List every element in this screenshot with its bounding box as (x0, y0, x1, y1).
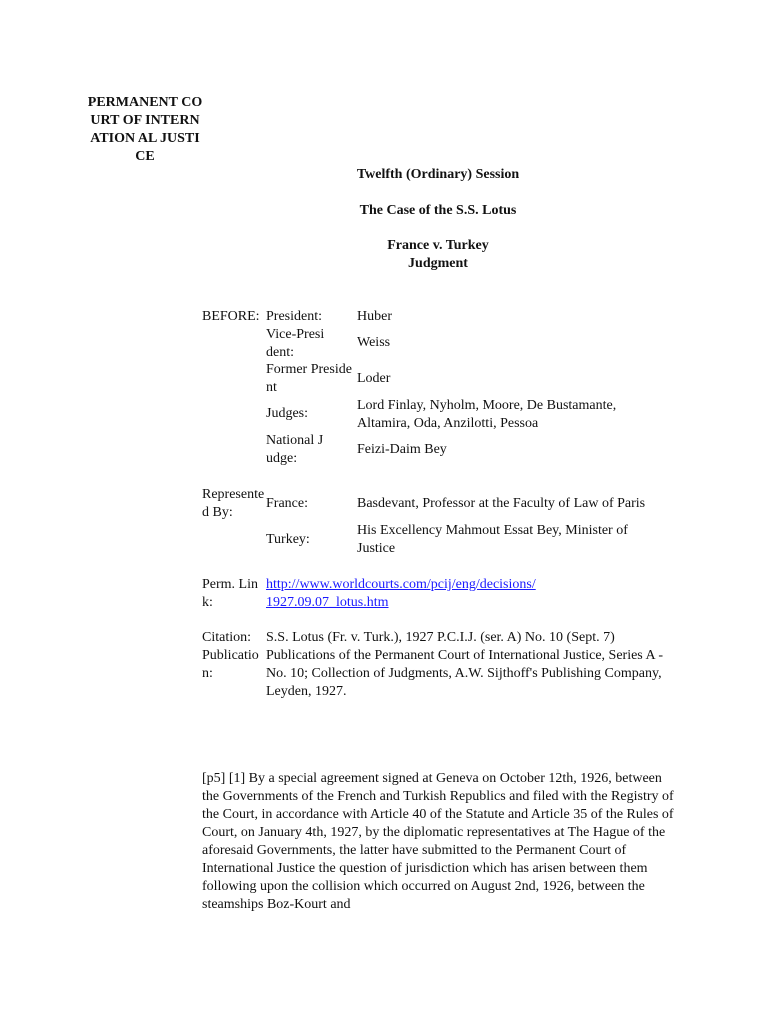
permlink-label: Perm. Link: (202, 577, 258, 610)
represented-label: Represented By: (202, 487, 265, 520)
judgment-paragraph: [p5] [1] By a special agreement signed at Geneva on October 12th, 1926, between the Governments of the French and Turkish Republics and filed with the Registry of the Court, in accordance with Article 40 of the Statute and Article 35 of the Rules of Court, on January 4th, 1927, by the diplomatic representatives at The Hague of the aforesaid Governments, the latter have submitted to the Permanent Court of International Justice the question of jurisdiction which has arisen between them following upon the collision which occurred on August 2nd, 1926, between the steamships Boz-Kourt and (202, 771, 674, 912)
role-vice-president: Vice-President: (266, 327, 325, 360)
party-turkey: Turkey: (266, 532, 310, 547)
case-parties-heading (338, 237, 538, 273)
name-national-judge: Feizi-Daim Bey (357, 442, 447, 457)
role-national-judge: National Judge: (266, 433, 324, 466)
name-judges: Lord Finlay, Nyholm, Moore, De Bustamante, Altamira, Oda, Anzilotti, Pessoa (357, 398, 617, 431)
citation-label: Citation: (202, 630, 251, 645)
permlink-url-line1[interactable]: http://www.worldcourts.com/pcij/eng/decisions/ (266, 577, 536, 592)
before-label: BEFORE: (202, 309, 260, 324)
session-title: Twelfth (Ordinary) Session (356, 167, 520, 182)
name-former-president: Loder (357, 371, 391, 386)
document-type: Judgment (408, 256, 468, 271)
rep-france: Basdevant, Professor at the Faculty of Law of Paris (357, 496, 646, 511)
party-france: France: (266, 496, 308, 511)
permlink-url[interactable] (266, 576, 686, 612)
publication-label: Publication: (202, 648, 259, 681)
rep-turkey: His Excellency Mahmout Essat Bey, Minister of Justice (357, 523, 628, 556)
court-name: PERMANENT COURT OF INTERNATION AL JUSTICE (87, 95, 203, 164)
name-president: Huber (357, 309, 392, 324)
role-judges: Judges: (266, 406, 308, 421)
permlink-url-line2[interactable]: 1927.09.07_lotus.htm (266, 595, 389, 610)
name-vice-president: Weiss (357, 335, 391, 350)
publication-text: Publications of the Permanent Court of International Justice, Series A - No. 10; Collection of Judgments, A.W. Sijthoff's Publishing Company, Leyden, 1927. (266, 648, 663, 699)
case-title: The Case of the S.S. Lotus (359, 203, 517, 218)
citation-text: S.S. Lotus (Fr. v. Turk.), 1927 P.C.I.J. (ser. A) No. 10 (Sept. 7) (266, 630, 615, 645)
parties-text: France v. Turkey (387, 238, 489, 253)
role-former-president: Former President (266, 362, 352, 395)
role-president: President: (266, 309, 322, 324)
